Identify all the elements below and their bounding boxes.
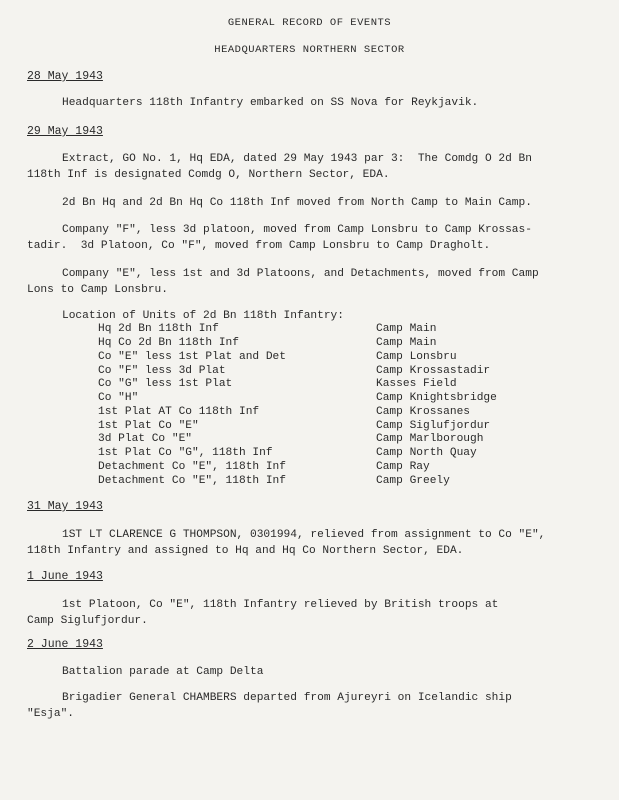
entry-date: 29 May 1943 xyxy=(27,125,103,138)
locations-heading: Location of Units of 2d Bn 118th Infantry: xyxy=(62,310,344,322)
unit-name: 1st Plat Co "G", 118th Inf xyxy=(98,447,273,459)
entry-date: 1 June 1943 xyxy=(27,570,103,583)
entry-date: 31 May 1943 xyxy=(27,500,103,513)
unit-location: Camp Ray xyxy=(376,461,430,473)
unit-name: Hq Co 2d Bn 118th Inf xyxy=(98,337,239,349)
unit-location: Kasses Field xyxy=(376,378,457,390)
entry-paragraph: Company "E", less 1st and 3d Platoons, and Detachments, moved from Camp Lons to Camp Lonsbru. xyxy=(27,268,539,296)
unit-location: Camp Marlborough xyxy=(376,433,484,445)
unit-name: Co "F" less 3d Plat xyxy=(98,365,226,377)
unit-location: Camp Greely xyxy=(376,475,450,487)
page-title: GENERAL RECORD OF EVENTS xyxy=(227,17,392,29)
unit-location: Camp Krossanes xyxy=(376,406,470,418)
page-subtitle: HEADQUARTERS NORTHERN SECTOR xyxy=(214,44,405,56)
entry-paragraph: 2d Bn Hq and 2d Bn Hq Co 118th Inf moved from North Camp to Main Camp. xyxy=(62,197,532,209)
unit-location: Camp Siglufjordur xyxy=(376,420,491,432)
unit-location: Camp Lonsbru xyxy=(376,351,457,363)
unit-location: Camp Main xyxy=(376,337,437,349)
entry-date: 28 May 1943 xyxy=(27,70,103,83)
unit-name: 3d Plat Co "E" xyxy=(98,433,192,445)
unit-name: Hq 2d Bn 118th Inf xyxy=(98,323,219,335)
entry-paragraph: 1ST LT CLARENCE G THOMPSON, 0301994, relieved from assignment to Co "E", 118th Infantry and assigned to Hq and Hq Co Northern Sector, EDA. xyxy=(27,529,546,557)
entry-paragraph: Brigadier General CHAMBERS departed from Ajureyri on Icelandic ship "Esja". xyxy=(27,692,512,720)
unit-name: 1st Plat Co "E" xyxy=(98,420,199,432)
entry-paragraph: Battalion parade at Camp Delta xyxy=(62,666,264,678)
entry-paragraph: Headquarters 118th Infantry embarked on SS Nova for Reykjavik. xyxy=(62,97,479,109)
entry-paragraph: Company "F", less 3d platoon, moved from Camp Lonsbru to Camp Krossas- tadir. 3d Platoon, Co "F", moved from Camp Lonsbru to Camp Dragholt. xyxy=(27,224,532,252)
unit-name: 1st Plat AT Co 118th Inf xyxy=(98,406,260,418)
entry-paragraph: 1st Platoon, Co "E", 118th Infantry relieved by British troops at Camp Siglufjordur. xyxy=(27,599,499,627)
unit-name: Detachment Co "E", 118th Inf xyxy=(98,475,286,487)
unit-name: Co "G" less 1st Plat xyxy=(98,378,233,390)
unit-location: Camp Krossastadir xyxy=(376,365,491,377)
entry-paragraph: Extract, GO No. 1, Hq EDA, dated 29 May 1943 par 3: The Comdg O 2d Bn 118th Inf is designated Comdg O, Northern Sector, EDA. xyxy=(27,153,532,181)
unit-location: Camp Knightsbridge xyxy=(376,392,497,404)
unit-name: Co "H" xyxy=(98,392,139,404)
unit-name: Detachment Co "E", 118th Inf xyxy=(98,461,286,473)
unit-location: Camp Main xyxy=(376,323,437,335)
entry-date: 2 June 1943 xyxy=(27,638,103,651)
unit-location: Camp North Quay xyxy=(376,447,477,459)
unit-name: Co "E" less 1st Plat and Det xyxy=(98,351,286,363)
